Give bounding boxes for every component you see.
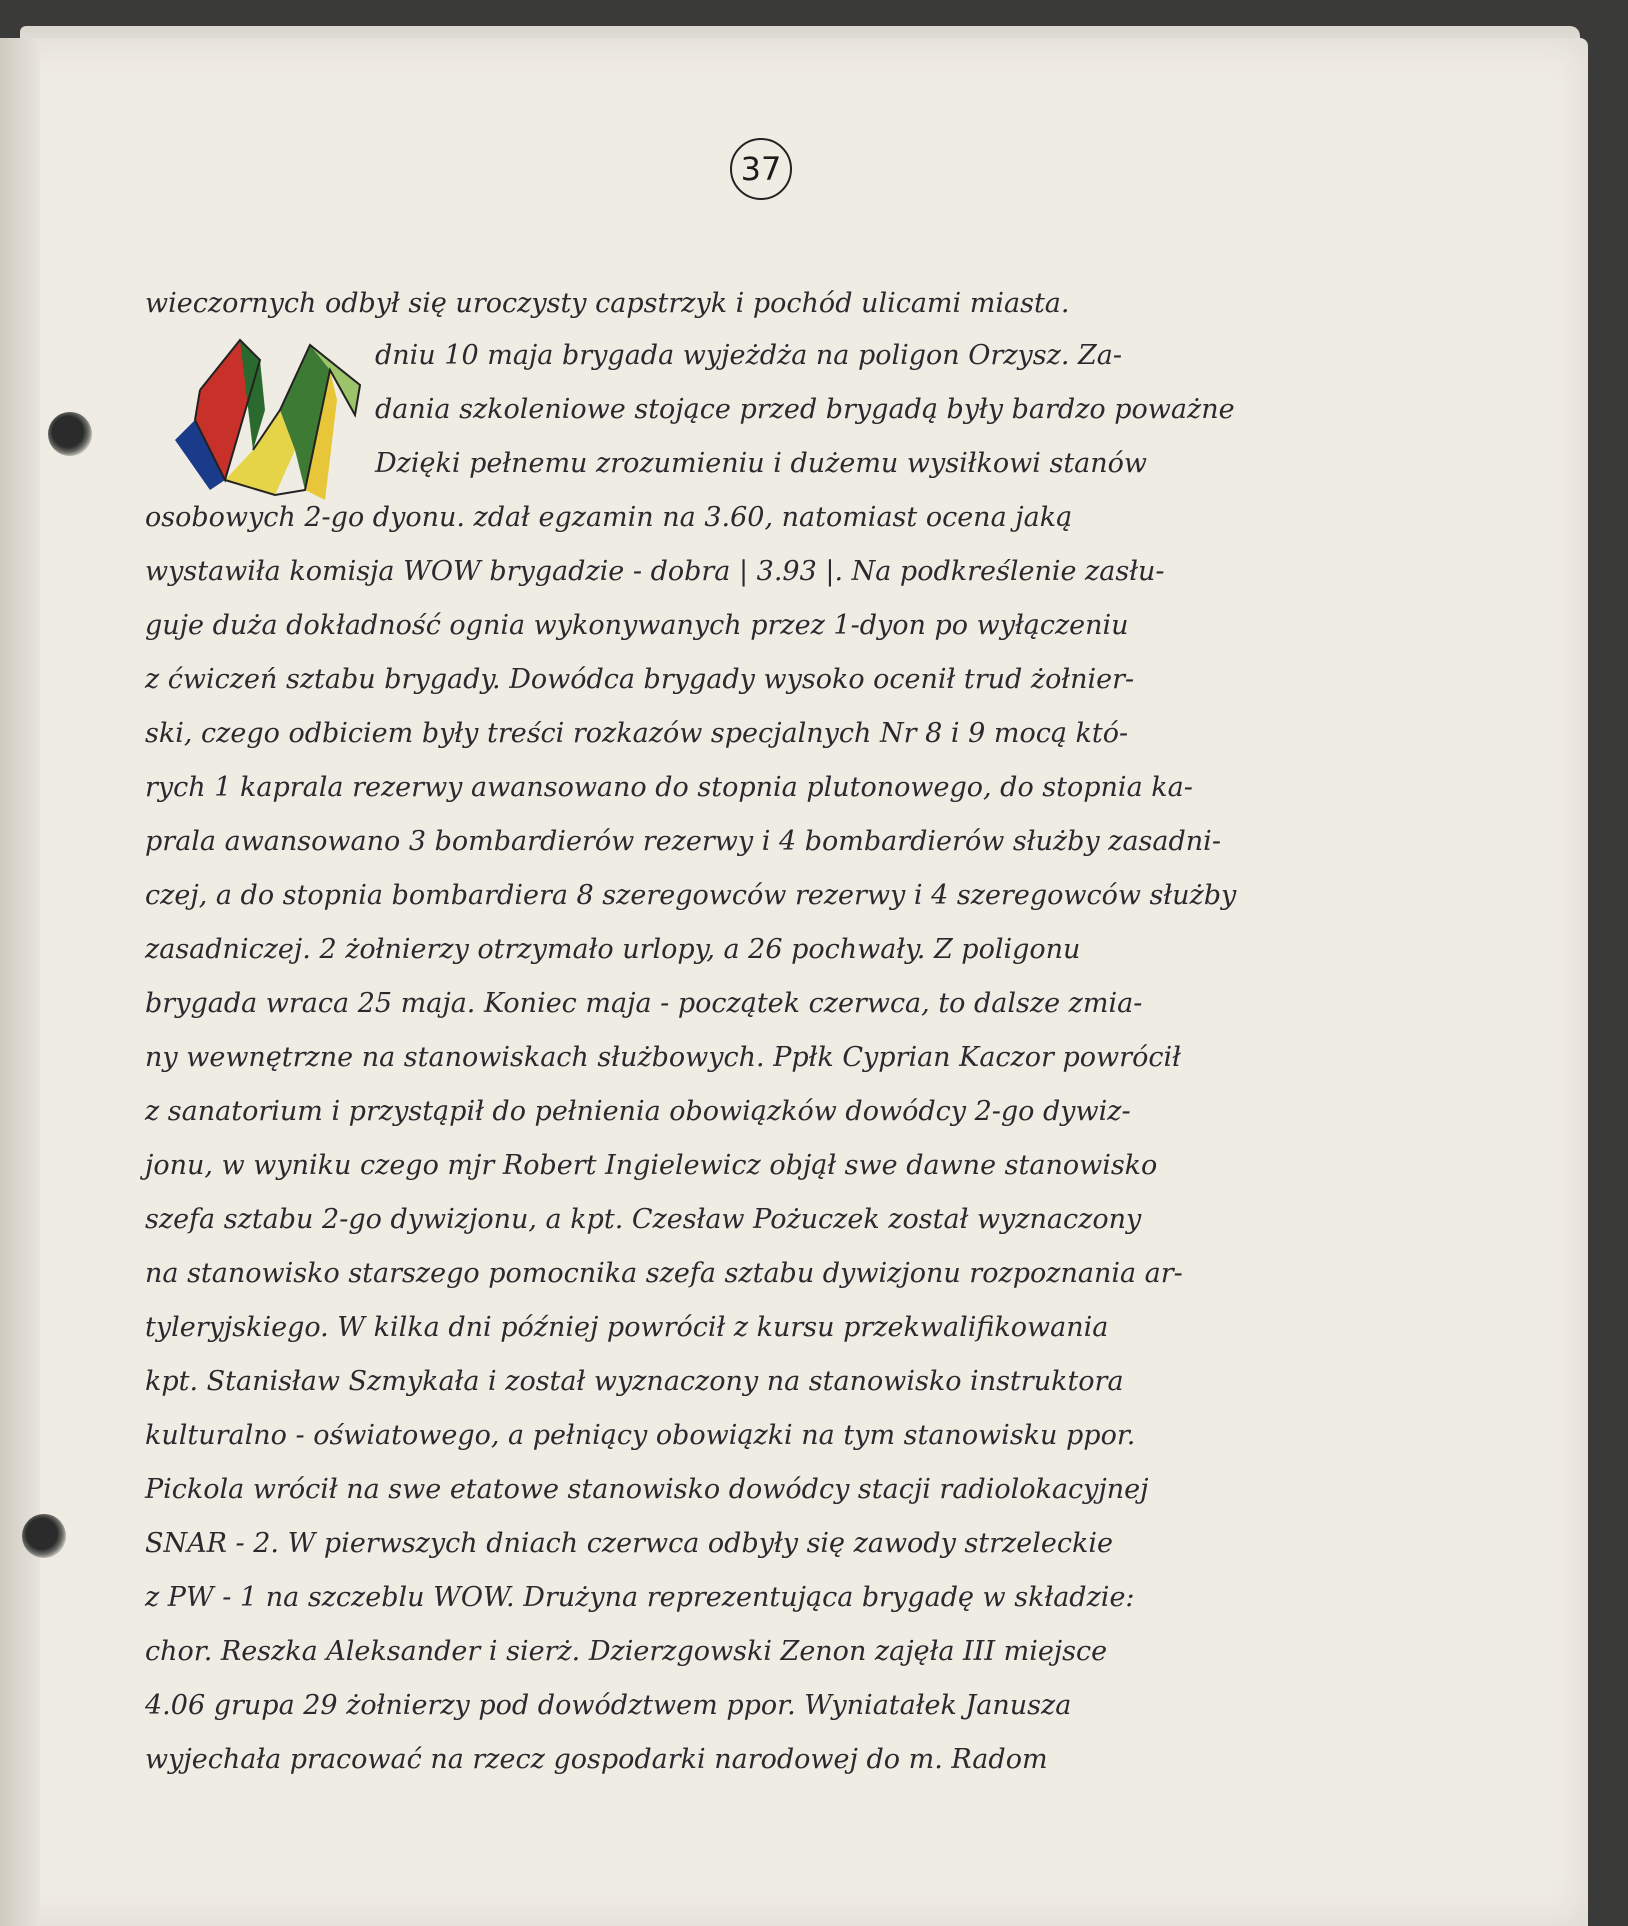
text-line: Dzięki pełnemu zrozumieniu i dużemu wysiłkowi stanów — [375, 448, 1148, 479]
text-line: wieczornych odbył się uroczysty capstrzyk i pochód ulicami miasta. — [145, 288, 1070, 319]
text-line: prala awansowano 3 bombardierów rezerwy i 4 bombardierów służby zasadni- — [145, 826, 1221, 857]
text-line: wystawiła komisja WOW brygadzie - dobra | 3.93 |. Na podkreślenie zasłu- — [145, 556, 1165, 587]
text-line: szefa sztabu 2-go dywizjonu, a kpt. Czesław Pożuczek został wyznaczony — [145, 1204, 1142, 1235]
text-line: z ćwiczeń sztabu brygady. Dowódca brygady wysoko ocenił trud żołnier- — [145, 664, 1135, 695]
text-line: 4.06 grupa 29 żołnierzy pod dowództwem ppor. Wyniatałek Janusza — [145, 1690, 1072, 1721]
punch-hole-bottom — [22, 1514, 66, 1558]
text-line: rych 1 kaprala rezerwy awansowano do stopnia plutonowego, do stopnia ka- — [145, 772, 1193, 803]
text-line: SNAR - 2. W pierwszych dniach czerwca odbyły się zawody strzeleckie — [145, 1528, 1113, 1559]
text-line: zasadniczej. 2 żołnierzy otrzymało urlopy, a 26 pochwały. Z poligonu — [145, 934, 1081, 965]
text-line: jonu, w wyniku czego mjr Robert Ingielewicz objął swe dawne stanowisko — [145, 1150, 1158, 1181]
text-line: chor. Reszka Aleksander i sierż. Dzierzgowski Zenon zajęła III miejsce — [145, 1636, 1108, 1667]
text-line: wyjechała pracować na rzecz gospodarki narodowej do m. Radom — [145, 1744, 1048, 1775]
text-line: kpt. Stanisław Szmykała i został wyznaczony na stanowisko instruktora — [145, 1366, 1124, 1397]
text-line: ski, czego odbiciem były treści rozkazów specjalnych Nr 8 i 9 mocą któ- — [145, 718, 1129, 749]
text-line: czej, a do stopnia bombardiera 8 szeregowców rezerwy i 4 szeregowców służby — [145, 880, 1237, 911]
punch-hole-top — [48, 412, 92, 456]
text-line: z PW - 1 na szczeblu WOW. Drużyna reprezentująca brygadę w składzie: — [145, 1582, 1135, 1613]
text-line: dania szkoleniowe stojące przed brygadą były bardzo poważne — [375, 394, 1235, 425]
text-line: tyleryjskiego. W kilka dni później powrócił z kursu przekwalifikowania — [145, 1312, 1109, 1343]
text-line: osobowych 2-go dyonu. zdał egzamin na 3.60, natomiast ocena jaką — [145, 502, 1073, 533]
text-line: Pickola wrócił na swe etatowe stanowisko dowódcy stacji radiolokacyjnej — [145, 1474, 1149, 1505]
binding-shadow — [0, 38, 40, 1926]
decorated-initial-letter — [165, 330, 365, 510]
text-line: na stanowisko starszego pomocnika szefa sztabu dywizjonu rozpoznania ar- — [145, 1258, 1183, 1289]
text-line: brygada wraca 25 maja. Koniec maja - początek czerwca, to dalsze zmia- — [145, 988, 1143, 1019]
text-line: guje duża dokładność ognia wykonywanych przez 1-dyon po wyłączeniu — [145, 610, 1129, 641]
text-line: z sanatorium i przystąpił do pełnienia obowiązków dowódcy 2-go dywiz- — [145, 1096, 1131, 1127]
text-line: dniu 10 maja brygada wyjeżdża na poligon Orzysz. Za- — [375, 340, 1123, 371]
page-number: 37 — [730, 138, 792, 200]
text-line: kulturalno - oświatowego, a pełniący obowiązki na tym stanowisku ppor. — [145, 1420, 1136, 1451]
text-line: ny wewnętrzne na stanowiskach służbowych. Ppłk Cyprian Kaczor powrócił — [145, 1042, 1181, 1073]
